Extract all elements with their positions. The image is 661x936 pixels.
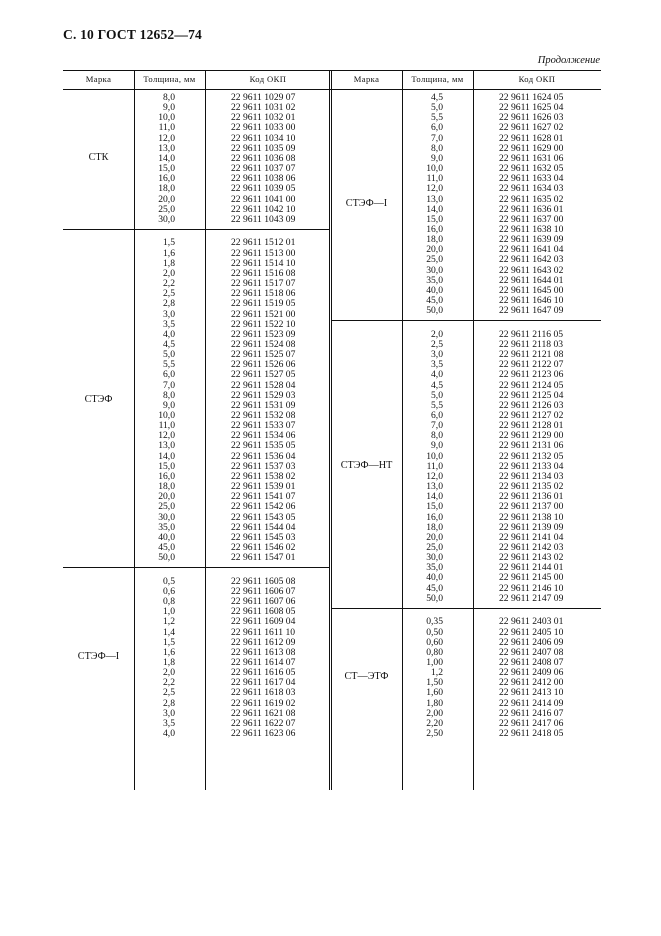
thickness-value: 9,0 <box>431 152 443 164</box>
okp-code-value: 22 9611 1612 09 <box>231 636 296 648</box>
thickness-value: 5,5 <box>163 359 175 371</box>
thickness-value: 11,0 <box>158 420 175 432</box>
brand-label: СТ—ЭТФ <box>344 671 389 683</box>
thickness-value: 30,0 <box>158 511 175 523</box>
okp-code-value: 22 9611 1038 06 <box>231 173 296 185</box>
okp-code-value: 22 9611 2409 06 <box>499 667 564 679</box>
thickness-value: 2,5 <box>431 338 443 350</box>
okp-code-value: 22 9611 1529 03 <box>231 389 296 401</box>
okp-code-value: 22 9611 1616 05 <box>231 667 296 679</box>
okp-code-value: 22 9611 1613 08 <box>231 646 296 658</box>
thickness-value: 1,60 <box>426 687 443 699</box>
thickness-value: 10,0 <box>426 450 443 462</box>
thickness-value: 1,5 <box>163 636 175 648</box>
thickness-value: 1,80 <box>426 697 443 709</box>
okp-code-value: 22 9611 1632 05 <box>499 163 564 175</box>
okp-code-value: 22 9611 1623 06 <box>231 728 296 739</box>
okp-code-value: 22 9611 1624 05 <box>499 92 564 103</box>
thickness-value: 0,5 <box>163 575 175 587</box>
okp-code-value: 22 9611 1037 07 <box>231 163 296 175</box>
thickness-value: 14,0 <box>426 203 443 215</box>
brand-label: СТЭФ—НТ <box>340 459 393 471</box>
okp-code-value: 22 9611 2416 07 <box>499 707 564 719</box>
thickness-value: 1,0 <box>163 606 175 618</box>
thickness-value: 2,00 <box>426 707 443 719</box>
okp-code-value: 22 9611 2403 01 <box>499 616 564 628</box>
thickness-value: 15,0 <box>426 213 443 225</box>
thickness-value: 2,8 <box>163 697 175 709</box>
thickness-value: 0,50 <box>426 626 443 638</box>
okp-code-value: 22 9611 1033 00 <box>231 122 296 134</box>
brand-label: СТЭФ—I <box>77 650 120 662</box>
thickness-value: 16,0 <box>426 223 443 235</box>
thickness-value: 12,0 <box>158 430 175 442</box>
thickness-value: 4,5 <box>431 92 443 103</box>
okp-code-value: 22 9611 1628 01 <box>499 132 564 144</box>
okp-code-value: 22 9611 1641 04 <box>499 244 564 256</box>
okp-code-value: 22 9611 2122 07 <box>499 359 564 371</box>
thickness-value: 3,5 <box>163 318 175 330</box>
thickness-value: 1,50 <box>426 677 443 689</box>
thickness-value: 11,0 <box>158 122 175 134</box>
okp-code-value: 22 9611 2417 06 <box>499 717 564 729</box>
column-header-code-left: Код ОКП <box>249 74 287 84</box>
okp-code-value: 22 9611 1638 10 <box>499 223 564 235</box>
okp-code-value: 22 9611 1607 06 <box>231 596 296 608</box>
thickness-value: 2,50 <box>426 728 443 739</box>
okp-code-value: 22 9611 1536 04 <box>231 450 296 462</box>
thickness-value: 10,0 <box>426 163 443 175</box>
okp-code-value: 22 9611 1513 00 <box>231 247 296 259</box>
column-rule <box>473 70 474 790</box>
okp-code-value: 22 9611 1522 10 <box>231 318 296 330</box>
okp-code-value: 22 9611 2145 00 <box>499 572 564 584</box>
okp-code-value: 22 9611 1629 00 <box>499 142 564 154</box>
thickness-value: 40,0 <box>426 284 443 296</box>
okp-code-value: 22 9611 2137 00 <box>499 501 564 513</box>
okp-code-value: 22 9611 2144 01 <box>499 562 564 574</box>
thickness-value: 35,0 <box>426 562 443 574</box>
okp-code-value: 22 9611 1541 07 <box>231 491 296 503</box>
okp-code-value: 22 9611 2143 02 <box>499 552 564 564</box>
thickness-value: 5,0 <box>431 389 443 401</box>
thickness-value: 2,2 <box>163 278 175 290</box>
continuation-label: Продолжение <box>537 55 600 66</box>
okp-code-value: 22 9611 1633 04 <box>499 173 564 185</box>
okp-code-value: 22 9611 1512 01 <box>231 237 296 249</box>
okp-code-value: 22 9611 2139 09 <box>499 521 564 533</box>
okp-code-value: 22 9611 2129 00 <box>499 430 564 442</box>
column-header-brand-right: Марка <box>353 74 380 84</box>
okp-code-value: 22 9611 2138 10 <box>499 511 564 523</box>
thickness-value: 1,5 <box>163 237 175 249</box>
okp-code-value: 22 9611 1034 10 <box>231 132 296 144</box>
okp-code-value: 22 9611 1035 09 <box>231 142 296 154</box>
thickness-value: 5,0 <box>163 349 175 361</box>
okp-code-value: 22 9611 1535 05 <box>231 440 296 452</box>
thickness-value: 1,8 <box>163 257 175 269</box>
okp-code-value: 22 9611 2124 05 <box>499 379 564 391</box>
okp-code-value: 22 9611 2127 02 <box>499 410 564 421</box>
thickness-value: 25,0 <box>158 501 175 513</box>
okp-code-value: 22 9611 1036 08 <box>231 152 296 164</box>
thickness-value: 13,0 <box>426 481 443 493</box>
thickness-value: 6,0 <box>163 369 175 381</box>
thickness-value: 11,0 <box>426 173 443 185</box>
okp-code-value: 22 9611 1521 00 <box>231 308 296 320</box>
thickness-value: 3,0 <box>163 707 175 719</box>
okp-code-value: 22 9611 2131 06 <box>499 440 564 452</box>
okp-code-value: 22 9611 2406 09 <box>499 636 564 648</box>
okp-code-value: 22 9611 1545 03 <box>231 531 296 543</box>
thickness-value: 4,0 <box>431 369 443 381</box>
thickness-value: 10,0 <box>158 410 175 421</box>
okp-code-value: 22 9611 2135 02 <box>499 481 564 493</box>
okp-code-value: 22 9611 1547 01 <box>231 552 296 564</box>
okp-code-value: 22 9611 2118 03 <box>499 338 564 350</box>
okp-code-value: 22 9611 1608 05 <box>231 606 296 618</box>
thickness-value: 0,35 <box>426 616 443 628</box>
brand-label: СТЭФ—I <box>345 197 388 209</box>
thickness-value: 2,2 <box>163 677 175 689</box>
thickness-value: 50,0 <box>426 592 443 604</box>
okp-code-value: 22 9611 1525 07 <box>231 349 296 361</box>
thickness-value: 6,0 <box>431 122 443 134</box>
okp-code-value: 22 9611 2116 05 <box>499 328 564 340</box>
okp-code-value: 22 9611 1537 03 <box>231 460 296 472</box>
okp-code-value: 22 9611 2128 01 <box>499 420 564 432</box>
okp-code-value: 22 9611 2125 04 <box>499 389 564 401</box>
thickness-value: 1,2 <box>163 616 175 628</box>
thickness-value: 15,0 <box>426 501 443 513</box>
thickness-value: 7,0 <box>431 132 443 144</box>
column-rule <box>205 70 206 790</box>
column-header-brand-left: Марка <box>85 74 112 84</box>
okp-code-value: 22 9611 1645 00 <box>499 284 564 296</box>
okp-code-value: 22 9611 2413 10 <box>499 687 564 699</box>
okp-code-value: 22 9611 1636 01 <box>499 203 564 215</box>
thickness-value: 35,0 <box>158 521 175 533</box>
thickness-value: 2,5 <box>163 288 175 300</box>
thickness-value: 45,0 <box>426 295 443 306</box>
thickness-value: 1,2 <box>431 667 443 679</box>
thickness-value: 3,0 <box>163 308 175 320</box>
okp-code-value: 22 9611 1611 10 <box>231 626 296 638</box>
okp-code-value: 22 9611 1631 06 <box>499 152 564 164</box>
thickness-value: 0,80 <box>426 646 443 658</box>
okp-code-value: 22 9611 1518 06 <box>231 288 296 300</box>
thickness-value: 18,0 <box>426 234 443 246</box>
okp-code-value: 22 9611 1625 04 <box>499 102 564 114</box>
okp-code-value: 22 9611 1546 02 <box>231 541 296 553</box>
okp-code-value: 22 9611 1618 03 <box>231 687 296 699</box>
thickness-value: 0,60 <box>426 636 443 648</box>
okp-code-value: 22 9611 1538 02 <box>231 470 296 482</box>
table-top-rule <box>63 70 601 71</box>
okp-code-value: 22 9611 2408 07 <box>499 656 564 668</box>
okp-code-value: 22 9611 1528 04 <box>231 379 296 391</box>
thickness-value: 18,0 <box>158 183 175 195</box>
thickness-value: 2,0 <box>431 328 443 340</box>
okp-code-value: 22 9611 1532 08 <box>231 410 296 421</box>
thickness-value: 14,0 <box>158 152 175 164</box>
okp-code-value: 22 9611 1635 02 <box>499 193 564 205</box>
okp-code-value: 22 9611 1609 04 <box>231 616 296 628</box>
thickness-value: 8,0 <box>163 389 175 401</box>
okp-code-value: 22 9611 1032 01 <box>231 112 296 124</box>
okp-code-value: 22 9611 1514 10 <box>231 257 296 269</box>
okp-code-value: 22 9611 2123 06 <box>499 369 564 381</box>
thickness-value: 45,0 <box>158 541 175 553</box>
okp-code-value: 22 9611 1534 06 <box>231 430 296 442</box>
thickness-value: 30,0 <box>426 552 443 564</box>
thickness-value: 30,0 <box>426 264 443 276</box>
thickness-value: 10,0 <box>158 112 175 124</box>
brand-label: СТЭФ <box>84 393 113 405</box>
okp-code-value: 22 9611 1637 00 <box>499 213 564 225</box>
okp-code-value: 22 9611 1043 09 <box>231 213 296 225</box>
okp-code-value: 22 9611 2141 04 <box>499 531 564 543</box>
right-group-divider <box>332 320 601 321</box>
left-group-divider <box>63 567 329 568</box>
okp-code-value: 22 9611 1617 04 <box>231 677 296 689</box>
thickness-value: 3,5 <box>163 717 175 729</box>
thickness-value: 5,0 <box>431 102 443 114</box>
okp-code-value: 22 9611 1634 03 <box>499 183 564 195</box>
thickness-value: 5,5 <box>431 399 443 411</box>
thickness-value: 16,0 <box>158 470 175 482</box>
thickness-value: 3,0 <box>431 349 443 361</box>
thickness-value: 13,0 <box>426 193 443 205</box>
thickness-value: 12,0 <box>426 183 443 195</box>
thickness-value: 3,5 <box>431 359 443 371</box>
middle-double-rule <box>329 70 330 790</box>
okp-code-value: 22 9611 1531 09 <box>231 399 296 411</box>
column-header-thickness-left: Толщина, мм <box>143 74 196 84</box>
okp-code-value: 22 9611 1644 01 <box>499 274 564 286</box>
thickness-value: 20,0 <box>158 491 175 503</box>
okp-code-value: 22 9611 1614 07 <box>231 656 296 668</box>
thickness-value: 4,0 <box>163 728 175 739</box>
okp-code-value: 22 9611 1543 05 <box>231 511 296 523</box>
okp-code-value: 22 9611 2414 09 <box>499 697 564 709</box>
thickness-value: 1,6 <box>163 247 175 259</box>
okp-code-value: 22 9611 1039 05 <box>231 183 296 195</box>
okp-code-value: 22 9611 1647 09 <box>499 305 564 317</box>
okp-code-value: 22 9611 1642 03 <box>499 254 564 266</box>
okp-code-value: 22 9611 1517 07 <box>231 278 296 290</box>
okp-code-value: 22 9611 1533 07 <box>231 420 296 432</box>
okp-code-value: 22 9611 2132 05 <box>499 450 564 462</box>
thickness-value: 20,0 <box>158 193 175 205</box>
okp-code-value: 22 9611 2121 08 <box>499 349 564 361</box>
thickness-value: 18,0 <box>158 481 175 493</box>
okp-code-value: 22 9611 1519 05 <box>231 298 296 310</box>
thickness-value: 0,8 <box>163 596 175 608</box>
okp-code-value: 22 9611 1527 05 <box>231 369 296 381</box>
thickness-value: 25,0 <box>426 254 443 266</box>
okp-code-value: 22 9611 2418 05 <box>499 728 564 739</box>
column-header-code-right: Код ОКП <box>518 74 556 84</box>
thickness-value: 25,0 <box>426 541 443 553</box>
okp-code-value: 22 9611 1606 07 <box>231 585 296 597</box>
thickness-value: 14,0 <box>426 491 443 503</box>
okp-code-value: 22 9611 1041 00 <box>231 193 296 205</box>
thickness-value: 50,0 <box>426 305 443 317</box>
thickness-value: 8,0 <box>431 430 443 442</box>
thickness-value: 9,0 <box>163 102 175 114</box>
okp-code-value: 22 9611 2134 03 <box>499 470 564 482</box>
thickness-value: 13,0 <box>158 142 175 154</box>
thickness-value: 6,0 <box>431 410 443 421</box>
thickness-value: 2,5 <box>163 687 175 699</box>
thickness-value: 1,6 <box>163 646 175 658</box>
thickness-value: 1,00 <box>426 656 443 668</box>
thickness-value: 50,0 <box>158 552 175 564</box>
thickness-value: 9,0 <box>163 399 175 411</box>
thickness-value: 4,5 <box>163 338 175 350</box>
thickness-value: 0,6 <box>163 585 175 597</box>
okp-code-value: 22 9611 1544 04 <box>231 521 296 533</box>
okp-code-value: 22 9611 1627 02 <box>499 122 564 134</box>
thickness-value: 18,0 <box>426 521 443 533</box>
okp-code-value: 22 9611 2146 10 <box>499 582 564 594</box>
okp-code-value: 22 9611 2412 00 <box>499 677 564 689</box>
okp-code-value: 22 9611 1042 10 <box>231 203 296 215</box>
thickness-value: 2,20 <box>426 717 443 729</box>
okp-code-value: 22 9611 1621 08 <box>231 707 296 719</box>
okp-code-value: 22 9611 1516 08 <box>231 267 296 279</box>
thickness-value: 7,0 <box>431 420 443 432</box>
thickness-value: 35,0 <box>426 274 443 286</box>
okp-code-value: 22 9611 1626 03 <box>499 112 564 124</box>
thickness-value: 14,0 <box>158 450 175 462</box>
right-group-divider <box>332 608 601 609</box>
okp-code-table <box>63 70 601 790</box>
okp-code-value: 22 9611 1643 02 <box>499 264 564 276</box>
thickness-value: 4,5 <box>431 379 443 391</box>
thickness-value: 9,0 <box>431 440 443 452</box>
thickness-value: 8,0 <box>163 92 175 103</box>
thickness-value: 25,0 <box>158 203 175 215</box>
okp-code-value: 22 9611 1524 08 <box>231 338 296 350</box>
thickness-value: 16,0 <box>426 511 443 523</box>
okp-code-value: 22 9611 2133 04 <box>499 460 564 472</box>
okp-code-value: 22 9611 1622 07 <box>231 717 296 729</box>
thickness-value: 30,0 <box>158 213 175 225</box>
thickness-value: 15,0 <box>158 163 175 175</box>
thickness-value: 20,0 <box>426 531 443 543</box>
okp-code-value: 22 9611 1031 02 <box>231 102 296 114</box>
thickness-value: 1,4 <box>163 626 175 638</box>
okp-code-value: 22 9611 2407 08 <box>499 646 564 658</box>
thickness-value: 40,0 <box>426 572 443 584</box>
thickness-value: 2,0 <box>163 667 175 679</box>
okp-code-value: 22 9611 2147 09 <box>499 592 564 604</box>
okp-code-value: 22 9611 1539 01 <box>231 481 296 493</box>
okp-code-value: 22 9611 2142 03 <box>499 541 564 553</box>
thickness-value: 15,0 <box>158 460 175 472</box>
thickness-value: 45,0 <box>426 582 443 594</box>
thickness-value: 2,0 <box>163 267 175 279</box>
thickness-value: 11,0 <box>426 460 443 472</box>
column-header-thickness-right: Толщина, мм <box>411 74 464 84</box>
okp-code-value: 22 9611 2405 10 <box>499 626 564 638</box>
okp-code-value: 22 9611 1526 06 <box>231 359 296 371</box>
thickness-value: 16,0 <box>158 173 175 185</box>
thickness-value: 4,0 <box>163 328 175 340</box>
okp-code-value: 22 9611 1605 08 <box>231 575 296 587</box>
thickness-value: 5,5 <box>431 112 443 124</box>
okp-code-value: 22 9611 1523 09 <box>231 328 296 340</box>
thickness-value: 13,0 <box>158 440 175 452</box>
thickness-value: 40,0 <box>158 531 175 543</box>
brand-label: СТК <box>88 151 109 163</box>
thickness-value: 12,0 <box>426 470 443 482</box>
okp-code-value: 22 9611 2126 03 <box>499 399 564 411</box>
left-group-divider <box>63 229 329 230</box>
okp-code-value: 22 9611 1542 06 <box>231 501 296 513</box>
thickness-value: 7,0 <box>163 379 175 391</box>
okp-code-value: 22 9611 1639 09 <box>499 234 564 246</box>
header-bottom-rule <box>63 89 601 90</box>
thickness-value: 1,8 <box>163 656 175 668</box>
thickness-value: 12,0 <box>158 132 175 144</box>
thickness-value: 20,0 <box>426 244 443 256</box>
thickness-value: 8,0 <box>431 142 443 154</box>
page-title: С. 10 ГОСТ 12652—74 <box>63 27 202 42</box>
okp-code-value: 22 9611 2136 01 <box>499 491 564 503</box>
thickness-value: 2,8 <box>163 298 175 310</box>
okp-code-value: 22 9611 1029 07 <box>231 92 296 103</box>
okp-code-value: 22 9611 1619 02 <box>231 697 296 709</box>
okp-code-value: 22 9611 1646 10 <box>499 295 564 306</box>
